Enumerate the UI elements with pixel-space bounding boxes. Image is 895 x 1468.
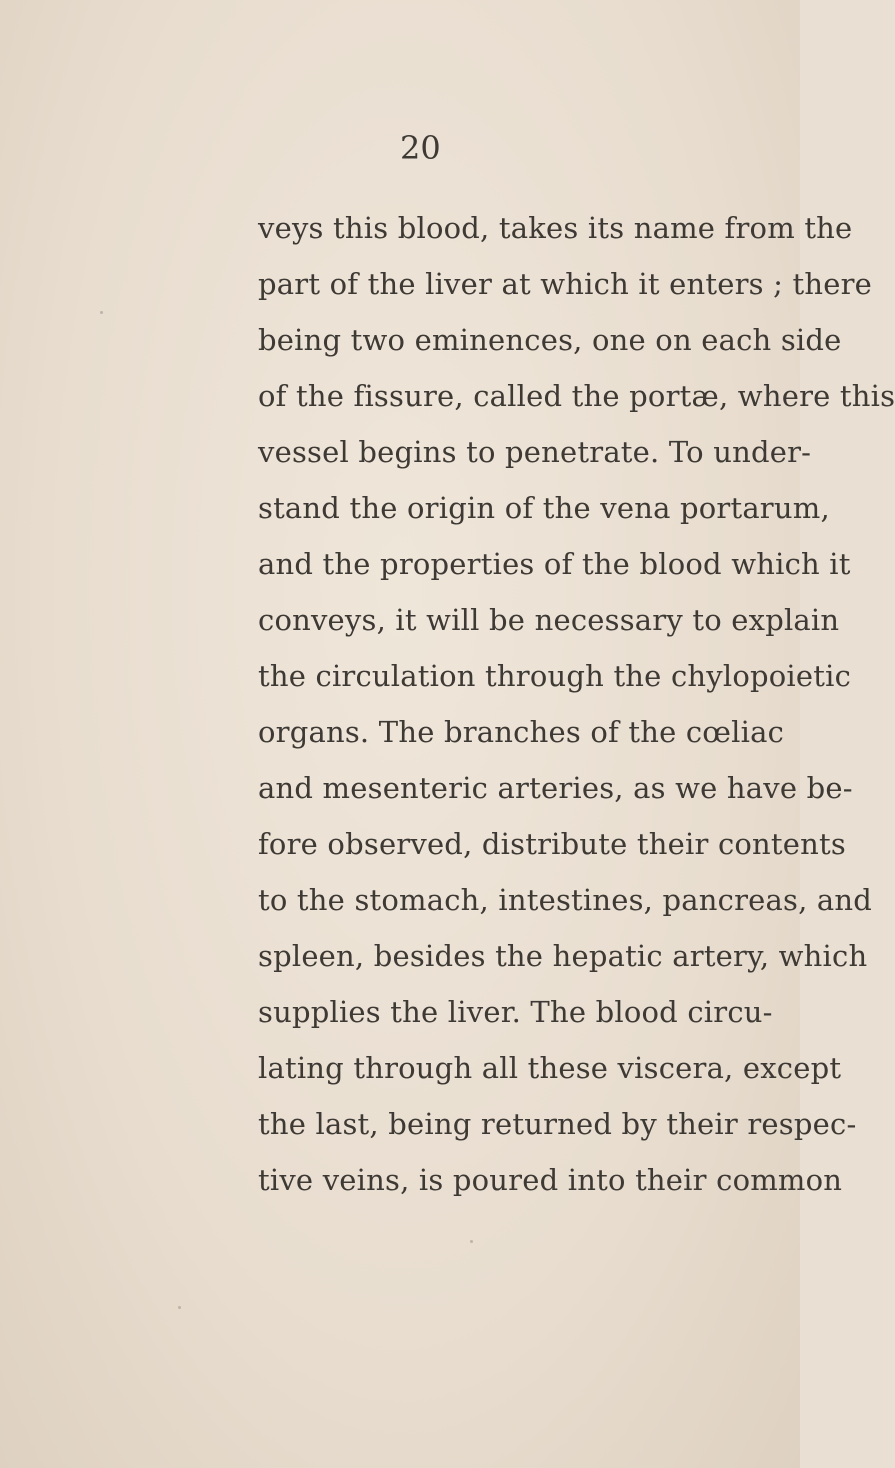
- paper-speck: [470, 1240, 473, 1243]
- text-line: tive veins, is poured into their common: [258, 1163, 843, 1197]
- text-line: of the fissure, called the portæ, where this: [258, 379, 895, 413]
- paper-speck: [100, 311, 103, 314]
- text-line: and mesenteric arteries, as we have be-: [258, 771, 853, 805]
- text-line: spleen, besides the hepatic artery, which: [258, 939, 868, 973]
- text-line: part of the liver at which it enters ; there: [258, 267, 873, 301]
- text-line: organs. The branches of the cœliac: [258, 715, 785, 749]
- text-line: conveys, it will be necessary to explain: [258, 603, 840, 637]
- paper-speck: [178, 1306, 181, 1309]
- text-line: veys this blood, takes its name from the: [258, 211, 853, 245]
- text-line: lating through all these viscera, except: [258, 1051, 842, 1085]
- page-number: 20: [400, 129, 441, 167]
- text-line: the circulation through the chylopoietic: [258, 659, 852, 693]
- text-line: the last, being returned by their respec-: [258, 1107, 857, 1141]
- text-line: supplies the liver. The blood circu-: [258, 995, 773, 1029]
- text-line: to the stomach, intestines, pancreas, and: [258, 883, 873, 917]
- text-line: stand the origin of the vena portarum,: [258, 491, 830, 525]
- text-line: fore observed, distribute their contents: [258, 827, 846, 861]
- text-line: and the properties of the blood which it: [258, 547, 851, 581]
- text-line: vessel begins to penetrate. To under-: [258, 435, 812, 469]
- text-line: being two eminences, one on each side: [258, 323, 842, 357]
